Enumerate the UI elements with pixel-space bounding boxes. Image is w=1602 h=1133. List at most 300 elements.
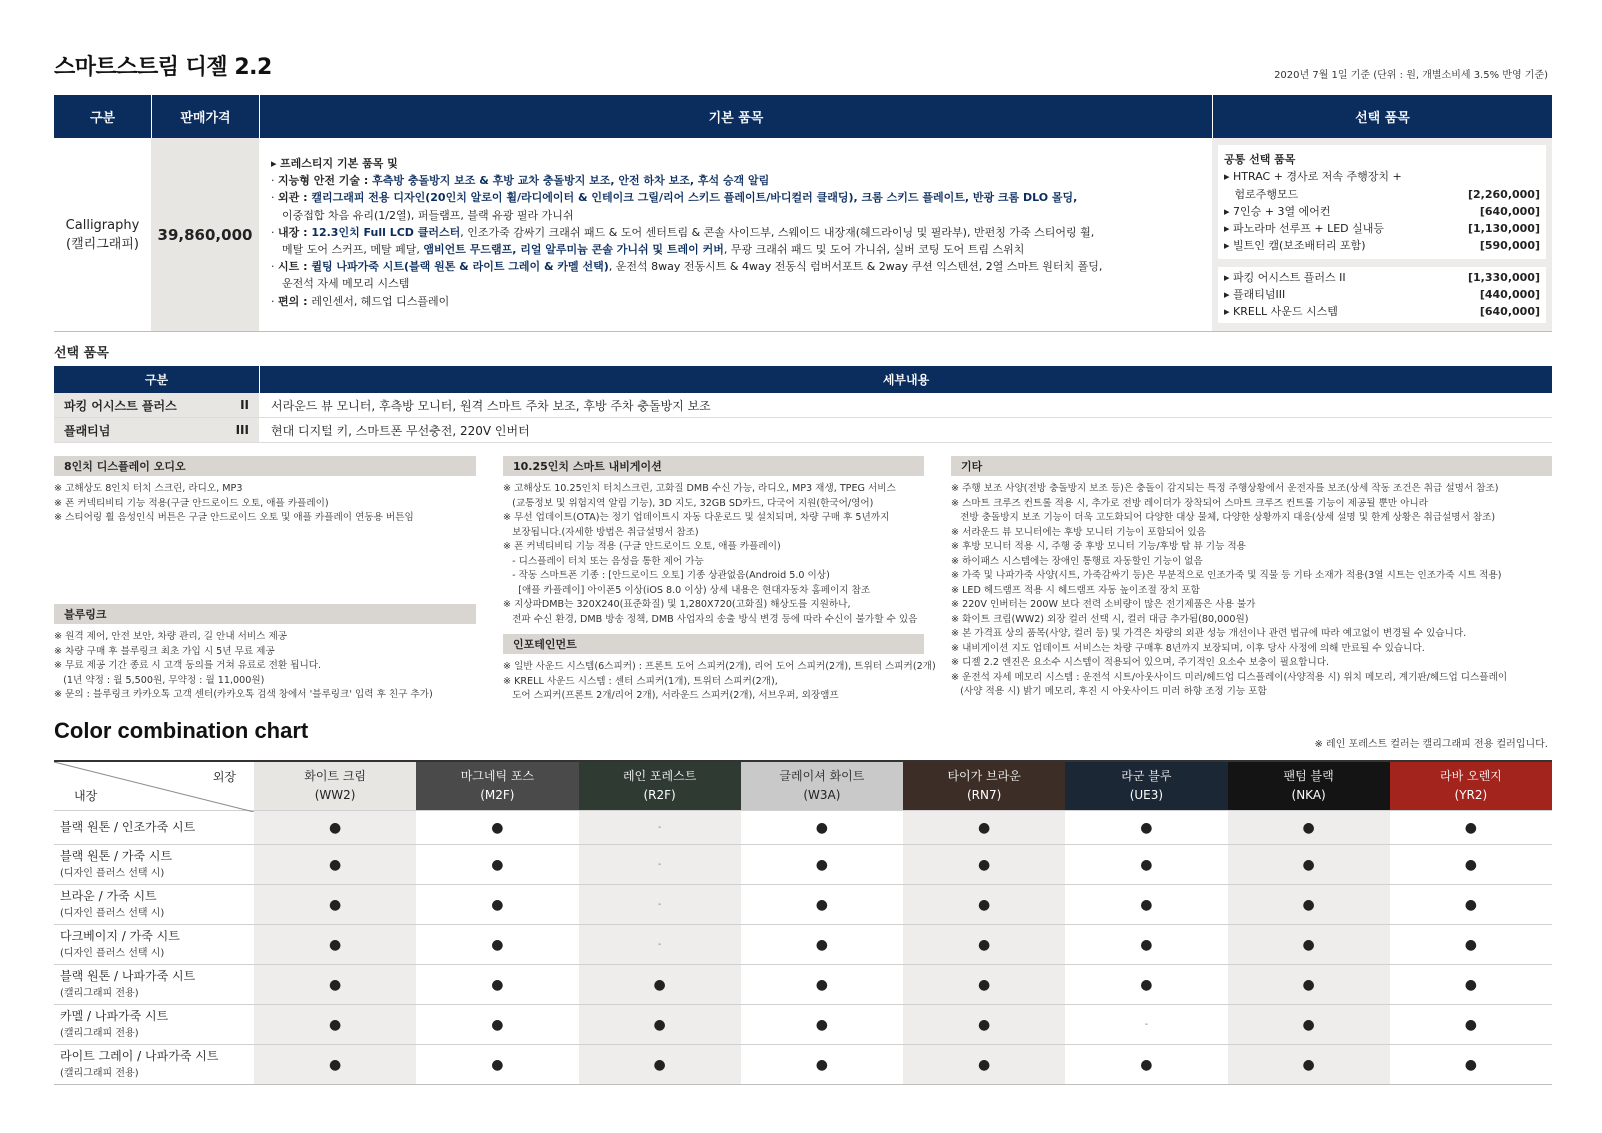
exterior-color-code: (M2F) <box>480 788 515 802</box>
available-dot: ● <box>329 976 342 993</box>
availability-mark <box>1065 811 1227 844</box>
interior-row <box>54 884 1552 924</box>
interior-name: 브라운 / 가죽 시트 <box>60 888 157 903</box>
note-line: [애플 카플레이] 아이폰5 이상(iOS 8.0 이상) 상세 내용은 현대자동차 홈페이지 참조 <box>503 584 871 596</box>
option-line <box>1224 168 1540 185</box>
model-cell <box>54 138 151 331</box>
common-options-box <box>1218 145 1546 259</box>
basic-item-highlight: 퀼팅 나파가죽 시트(블랙 원톤 & 라이트 그레이 & 카멜 선택) <box>311 260 609 274</box>
exterior-color-code: (WW2) <box>314 788 356 802</box>
interior-sub: (캘리그래피 전용) <box>60 1027 139 1039</box>
availability-mark <box>1390 1045 1552 1084</box>
availability-mark <box>1228 811 1390 844</box>
corner-cell <box>54 762 254 810</box>
interior-label <box>54 965 254 1004</box>
bullet: · <box>271 174 278 188</box>
model-name-en: Calligraphy <box>65 217 140 233</box>
interior-name: 블랙 원톤 / 나파가죽 시트 <box>60 968 196 983</box>
exterior-color-code: (RN7) <box>966 788 1002 802</box>
interior-row <box>54 844 1552 884</box>
option-line-price: [640,000] <box>1479 204 1540 218</box>
exterior-color-header <box>1065 762 1227 810</box>
header-category: 구분 <box>54 95 151 138</box>
availability-mark <box>416 965 578 1004</box>
note-line: 도어 스피커(프론트 2개/리어 2개), 서라운드 스피커(2개), 서브우퍼, 외장앰프 <box>503 690 839 701</box>
basic-item-label: 지능형 안전 기술 : <box>278 174 373 188</box>
interior-sub: (디자인 플러스 선택 시) <box>60 907 165 919</box>
available-dot: ● <box>1140 856 1153 873</box>
exterior-color-name: 레인 포레스트 <box>622 769 697 783</box>
unavailable-dash: - <box>657 899 662 910</box>
extra-options-box <box>1218 267 1546 323</box>
option-grade: II <box>240 398 249 412</box>
exterior-color-code: (W3A) <box>803 788 841 802</box>
available-dot: ● <box>491 1056 504 1073</box>
available-dot: ● <box>1302 1056 1315 1073</box>
availability-mark <box>1065 925 1227 964</box>
exterior-color-header <box>1390 762 1552 810</box>
note-line: ※ 후방 모니터 적용 시, 주행 중 후방 모니터 기능/후방 탑 뷰 기능 적용 <box>951 541 1246 552</box>
availability-mark <box>416 1005 578 1044</box>
header-price: 판매가격 <box>152 95 259 138</box>
availability-mark <box>1228 965 1390 1004</box>
note-line: ※ 스마트 크루즈 컨트롤 적용 시, 추가로 전방 레이더가 장착되어 스마트 크루즈 컨트롤 기능이 제공될 뿐만 아니라 <box>951 497 1428 509</box>
availability-mark <box>254 925 416 964</box>
basic-item-line <box>271 224 1200 241</box>
color-chart-note: ※ 레인 포레스트 컬러는 캘리그래피 전용 컬러입니다. <box>1314 739 1548 750</box>
note-line: ※ 폰 커넥티비티 기능 적용(구글 안드로이드 오토, 애플 카플레이) <box>54 497 329 509</box>
interior-label: 내장 <box>74 789 98 803</box>
available-dot: ● <box>329 856 342 873</box>
exterior-color-code: (R2F) <box>643 788 676 802</box>
available-dot: ● <box>815 936 828 953</box>
basis-note: 2020년 7월 1일 기준 (단위 : 원, 개별소비세 3.5% 반영 기준) <box>1274 70 1548 81</box>
available-dot: ● <box>1464 1016 1477 1033</box>
color-combination-table <box>54 760 1552 1085</box>
note-line: ※ 주행 보조 사양(전방 충돌방지 보조 등)은 충돌이 감지되는 특정 주행상황에서 운전자를 보조(상세 작동 조건은 취급 설명서 참조) <box>951 483 1499 494</box>
exterior-color-name: 라군 블루 <box>1121 769 1172 783</box>
availability-mark <box>1065 885 1227 924</box>
availability-mark <box>903 1045 1065 1084</box>
available-dot: ● <box>491 856 504 873</box>
basic-item-line <box>271 293 1200 310</box>
interior-label <box>54 1005 254 1044</box>
available-dot: ● <box>1464 819 1477 836</box>
availability-mark <box>741 811 903 844</box>
note-line: ※ 원격 제어, 안전 보안, 차량 관리, 길 안내 서비스 제공 <box>54 631 288 642</box>
availability-mark <box>1228 1045 1390 1084</box>
available-dot: ● <box>329 896 342 913</box>
availability-mark <box>1228 1005 1390 1044</box>
option-name: 플래티넘 <box>64 423 111 438</box>
note-line: ※ 하이패스 시스템에는 장애인 통행료 자동할인 기능이 없음 <box>951 555 1203 567</box>
basic-item-label: 내장 : <box>278 225 312 239</box>
page-title: 스마트스트림 디젤 2.2 <box>54 55 272 80</box>
availability-mark <box>579 1045 741 1084</box>
availability-mark <box>254 1045 416 1084</box>
option-row <box>54 418 1552 442</box>
basic-item-label: 편의 : <box>278 294 312 308</box>
option-line <box>1224 237 1540 254</box>
exterior-color-header <box>416 762 578 810</box>
availability-mark <box>741 885 903 924</box>
option-name: 파킹 어시스트 플러스 <box>64 398 177 413</box>
note-line: ※ 일반 사운드 시스템(6스피커) : 프론트 도어 스피커(2개), 리어 도어 스피커(2개), 트위터 스피커(2개) <box>503 661 936 672</box>
divider <box>54 442 1552 443</box>
basic-item-line <box>271 258 1200 275</box>
note-line: ※ 무료 제공 기간 종료 시 고객 동의를 거쳐 유료로 전환 됩니다. <box>54 660 322 671</box>
basic-item-label: 외관 : <box>278 191 312 205</box>
available-dot: ● <box>329 1056 342 1073</box>
available-dot: ● <box>815 976 828 993</box>
bullet: · <box>271 260 278 274</box>
bluelink-title: 블루링크 <box>54 604 476 624</box>
availability-mark <box>1065 965 1227 1004</box>
available-dot: ● <box>1302 1016 1315 1033</box>
note-line: ※ KRELL 사운드 시스템 : 센터 스피커(1개), 트위터 스피커(2개), <box>503 675 778 687</box>
availability-mark <box>416 811 578 844</box>
audio8-title: 8인치 디스플레이 오디오 <box>54 456 476 476</box>
availability-mark <box>741 925 903 964</box>
availability-mark <box>903 845 1065 884</box>
available-dot: ● <box>1140 819 1153 836</box>
note-line: ※ 고해상도 8인치 터치 스크린, 라디오, MP3 <box>54 483 243 494</box>
interior-label <box>54 845 254 884</box>
available-dot: ● <box>329 1016 342 1033</box>
basic-item-text: 이중접합 차음 유리(1/2열), 퍼들램프, 블랙 유광 필라 가니쉬 <box>282 208 574 222</box>
available-dot: ● <box>653 1056 666 1073</box>
option-line-name: ▸ KRELL 사운드 시스템 <box>1224 305 1338 319</box>
availability-mark <box>254 885 416 924</box>
exterior-color-code: (NKA) <box>1291 788 1326 802</box>
option-items-cell <box>1212 138 1552 331</box>
basic-items-cell <box>259 138 1212 331</box>
interior-label <box>54 925 254 964</box>
interior-name: 블랙 원톤 / 인조가죽 시트 <box>60 820 196 834</box>
option-line-price: [1,130,000] <box>1468 222 1540 236</box>
available-dot: ● <box>1302 819 1315 836</box>
interior-name: 블랙 원톤 / 가죽 시트 <box>60 848 173 863</box>
availability-mark <box>1390 1005 1552 1044</box>
header-basic-items: 기본 품목 <box>260 95 1212 138</box>
available-dot: ● <box>978 819 991 836</box>
availability-mark <box>1390 965 1552 1004</box>
exterior-color-code: (YR2) <box>1454 788 1488 802</box>
bullet: · <box>271 191 278 205</box>
option-line-price: [440,000] <box>1479 288 1540 302</box>
option-row <box>54 393 1552 417</box>
interior-sub: (캘리그래피 전용) <box>60 1067 139 1079</box>
bullet: ▸ <box>271 157 281 170</box>
availability-mark <box>1228 845 1390 884</box>
exterior-color-code: (UE3) <box>1129 788 1164 802</box>
availability-mark <box>579 965 741 1004</box>
availability-mark <box>1390 811 1552 844</box>
option-line-name: ▸ 파킹 어시스트 플러스 II <box>1224 270 1346 284</box>
note-line: ※ 무선 업데이트(OTA)는 정기 업데이트시 자동 다운로드 및 설치되며, 차량 구매 후 5년까지 <box>503 512 890 523</box>
exterior-color-name: 마그네틱 포스 <box>460 769 535 783</box>
note-line: ※ 운전석 자세 메모리 시스템 : 운전석 시트/아웃사이드 미러/헤드업 디스플레이(사양적용 시) 위치 메모리, 계기판/헤드업 디스플레이 <box>951 671 1508 683</box>
availability-mark <box>416 925 578 964</box>
available-dot: ● <box>1464 936 1477 953</box>
availability-mark <box>1228 885 1390 924</box>
exterior-color-header <box>579 762 741 810</box>
unavailable-dash: - <box>657 822 662 833</box>
exterior-color-header <box>903 762 1065 810</box>
available-dot: ● <box>653 1016 666 1033</box>
basic-item-text: , 인조가죽 감싸기 크래쉬 패드 & 도어 센터트림 & 콘솔 사이드부, 스웨이드 내장재(헤드라이닝 및 필라부), 반펀칭 가죽 스티어링 휠, <box>460 225 1095 239</box>
available-dot: ● <box>815 1056 828 1073</box>
bullet: · <box>271 294 278 308</box>
interior-name: 다크베이지 / 가죽 시트 <box>60 928 180 943</box>
option-line-price: [590,000] <box>1479 239 1540 253</box>
interior-label <box>54 1045 254 1084</box>
color-table-header <box>54 760 1552 810</box>
note-line: (사양 적용 시) 밝기 메모리, 후진 시 아웃사이드 미러 하향 조정 기능 포함 <box>951 686 1267 697</box>
basic-item-text: 메탈 도어 스커프, 메탈 페달, <box>282 243 424 257</box>
available-dot: ● <box>815 856 828 873</box>
option-detail: 서라운드 뷰 모니터, 후측방 모니터, 원격 스마트 주차 보조, 후방 주차 충돌방지 보조 <box>271 398 711 413</box>
divider <box>54 331 1552 332</box>
interior-row <box>54 1044 1552 1084</box>
note-line: - 디스플레이 터치 또는 음성을 통한 제어 가능 <box>503 555 704 567</box>
option-header-detail: 세부내용 <box>260 366 1552 393</box>
note-line: ※ 가죽 및 나파가죽 사양(시트, 가죽감싸기 등)은 부분적으로 인조가죽 및 직물 등 기타 소재가 적용(3열 시트는 인조가죽 시트 적용) <box>951 570 1502 581</box>
common-options-title: 공통 선택 품목 <box>1224 153 1296 166</box>
basic-item-highlight: 후측방 충돌방지 보조 & 후방 교차 충돌방지 보조, 안전 하차 보조, 후석 승객 알림 <box>372 174 770 188</box>
interior-sub: (디자인 플러스 선택 시) <box>60 947 165 959</box>
availability-mark <box>1390 885 1552 924</box>
option-line-name: ▸ 7인승 + 3열 에어컨 <box>1224 204 1331 218</box>
note-line: ※ 서라운드 뷰 모니터에는 후방 모니터 기능이 포함되어 있음 <box>951 526 1206 538</box>
interior-name: 라이트 그레이 / 나파가죽 시트 <box>60 1048 219 1063</box>
available-dot: ● <box>1140 976 1153 993</box>
note-line: ※ 본 가격표 상의 품목(사양, 컬러 등) 및 가격은 차량의 외관 성능 개선이나 관련 법규에 따라 예고없이 변경될 수 있습니다. <box>951 628 1467 639</box>
option-line-name: ▸ 플래티넘III <box>1224 288 1286 302</box>
exterior-label: 외장 <box>212 770 236 784</box>
note-line: ※ LED 헤드램프 적용 시 헤드램프 자동 높이조절 장치 포함 <box>951 584 1200 596</box>
available-dot: ● <box>1302 856 1315 873</box>
option-line-name: ▸ 파노라마 선루프 + LED 실내등 <box>1224 222 1385 236</box>
available-dot: ● <box>1464 856 1477 873</box>
availability-mark <box>416 885 578 924</box>
note-line: ※ 폰 커넥티비티 기능 적용 (구글 안드로이드 오토, 애플 카플레이) <box>503 541 781 552</box>
option-line-price: [640,000] <box>1479 305 1540 319</box>
availability-mark <box>254 845 416 884</box>
interior-row <box>54 924 1552 964</box>
option-grade: III <box>235 423 249 437</box>
interior-row <box>54 964 1552 1004</box>
available-dot: ● <box>491 936 504 953</box>
interior-sub: (캘리그래피 전용) <box>60 987 139 999</box>
basic-item-line <box>271 241 1200 258</box>
option-line <box>1224 303 1540 320</box>
availability-mark <box>903 965 1065 1004</box>
exterior-color-name: 라바 오렌지 <box>1439 769 1502 783</box>
exterior-color-header <box>1228 762 1390 810</box>
availability-mark <box>579 1005 741 1044</box>
option-line <box>1224 269 1540 286</box>
available-dot: ● <box>1140 896 1153 913</box>
available-dot: ● <box>329 819 342 836</box>
color-chart-title: Color combination chart <box>54 718 309 743</box>
unavailable-dash: - <box>657 939 662 950</box>
availability-mark <box>579 845 741 884</box>
interior-row <box>54 810 1552 844</box>
interior-label <box>54 811 254 844</box>
note-line: ※ 문의 : 블루링크 카카오톡 고객 센터(카카오톡 검색 창에서 '블루링크' 입력 후 친구 추가) <box>54 689 433 700</box>
note-line: (교통정보 및 위험지역 알림 기능), 3D 지도, 32GB SD카드, 다국어 지원(한국어/영어) <box>503 497 874 509</box>
nav10-title: 10.25인치 스마트 내비게이션 <box>503 456 924 476</box>
exterior-color-name: 타이가 브라운 <box>947 769 1021 783</box>
basic-item-text: 레인센서, 헤드업 디스플레이 <box>311 294 450 308</box>
option-line-name: 험로주행모드 <box>1224 187 1299 201</box>
basic-item-text: 운전석 자세 메모리 시스템 <box>282 277 410 291</box>
availability-mark <box>254 965 416 1004</box>
basic-item-highlight: 캘리그래피 전용 디자인(20인치 알로이 휠/라디에이터 & 인테이크 그릴/리어 스키드 플레이트/바디컬러 클래딩), 크롬 스키드 플레이트, 반광 크롬 DLO 몰딩, <box>311 191 1078 205</box>
available-dot: ● <box>978 936 991 953</box>
option-line-price: [1,330,000] <box>1468 270 1540 284</box>
availability-mark <box>579 811 741 844</box>
available-dot: ● <box>1140 1056 1153 1073</box>
availability-mark <box>903 1005 1065 1044</box>
available-dot: ● <box>1302 896 1315 913</box>
option-line <box>1224 186 1540 203</box>
available-dot: ● <box>491 896 504 913</box>
interior-sub: (디자인 플러스 선택 시) <box>60 867 165 879</box>
availability-mark <box>579 925 741 964</box>
available-dot: ● <box>491 819 504 836</box>
available-dot: ● <box>978 856 991 873</box>
availability-mark <box>1065 1005 1227 1044</box>
note-line: ※ 화이트 크림(WW2) 외장 컬러 선택 시, 컬러 대금 추가됨(80,000원) <box>951 613 1249 625</box>
availability-mark <box>1065 1045 1227 1084</box>
available-dot: ● <box>978 976 991 993</box>
note-line: ※ 디젤 2.2 엔진은 요소수 시스템이 적용되어 있으며, 주기적인 요소수 보충이 필요합니다. <box>951 657 1330 668</box>
note-line: (1년 약정 : 월 5,500원, 무약정 : 월 11,000원) <box>54 674 265 686</box>
availability-mark <box>416 1045 578 1084</box>
availability-mark <box>741 1005 903 1044</box>
basic-item-text: , 운전석 8way 전동시트 & 4way 전동식 럼버서포트 & 2way 쿠션 익스텐션, 2열 스마트 원터치 폴딩, <box>608 260 1103 274</box>
audio8-notes <box>54 482 484 526</box>
basic-item-line <box>271 189 1200 206</box>
note-line: ※ 스티어링 휠 음성인식 버튼은 구글 안드로이드 오토 및 애플 카플레이 연동용 버튼임 <box>54 512 414 523</box>
option-line-name: ▸ HTRAC + 경사로 저속 주행장치 + <box>1224 170 1402 184</box>
etc-notes <box>951 482 1552 700</box>
available-dot: ● <box>1464 1056 1477 1073</box>
note-line: 전파 수신 환경, DMB 방송 정책, DMB 사업자의 송출 방식 변경 등에 따라 수신이 불가할 수 있음 <box>503 613 918 625</box>
header-option-items: 선택 품목 <box>1213 95 1552 138</box>
available-dot: ● <box>653 976 666 993</box>
availability-mark <box>1390 845 1552 884</box>
option-line <box>1224 203 1540 220</box>
available-dot: ● <box>491 1016 504 1033</box>
option-section-title: 선택 품목 <box>54 346 109 361</box>
basic-item-label: 프레스티지 기본 품목 및 <box>280 157 398 170</box>
basic-item-highlight: 12.3인치 Full LCD 클러스터 <box>311 225 461 239</box>
interior-row <box>54 1004 1552 1044</box>
note-line: ※ 지상파DMB는 320X240(표준화질) 및 1,280X720(고화질) 해상도를 지원하나, <box>503 599 851 610</box>
note-line: ※ 내비게이션 지도 업데이트 서비스는 차량 구매후 8년까지 보장되며, 이후 당사 사정에 의해 만료될 수 있습니다. <box>951 642 1425 654</box>
availability-mark <box>1228 925 1390 964</box>
basic-item-text: , 무광 크래쉬 패드 및 도어 가니쉬, 실버 코팅 도어 트림 스위치 <box>723 243 1025 257</box>
note-line: 전방 충돌방지 보조 기능이 더욱 고도화되어 다양한 대상 물체, 다양한 상황까지 대응(상세 설명 및 한계 상황은 취급설명서 참조) <box>951 512 1496 523</box>
available-dot: ● <box>1464 896 1477 913</box>
option-line <box>1224 286 1540 303</box>
note-line: 보장됩니다.(자세한 방법은 취급설명서 참조) <box>503 526 699 538</box>
unavailable-dash: - <box>657 859 662 870</box>
unavailable-dash: - <box>1144 1019 1149 1030</box>
availability-mark <box>741 965 903 1004</box>
option-detail: 현대 디지털 키, 스마트폰 무선충전, 220V 인버터 <box>271 423 530 438</box>
option-header-category: 구분 <box>54 366 259 393</box>
divider <box>54 1084 1552 1085</box>
available-dot: ● <box>1302 936 1315 953</box>
bullet: · <box>271 225 278 239</box>
available-dot: ● <box>978 1056 991 1073</box>
available-dot: ● <box>815 819 828 836</box>
availability-mark <box>416 845 578 884</box>
available-dot: ● <box>815 1016 828 1033</box>
availability-mark <box>1390 925 1552 964</box>
available-dot: ● <box>329 936 342 953</box>
option-line <box>1224 220 1540 237</box>
availability-mark <box>741 1045 903 1084</box>
basic-item-label: 시트 : <box>278 260 312 274</box>
available-dot: ● <box>1140 936 1153 953</box>
availability-mark <box>903 925 1065 964</box>
availability-mark <box>903 811 1065 844</box>
availability-mark <box>903 885 1065 924</box>
available-dot: ● <box>978 1016 991 1033</box>
exterior-color-name: 팬텀 블랙 <box>1283 769 1334 783</box>
interior-label <box>54 885 254 924</box>
availability-mark <box>579 885 741 924</box>
available-dot: ● <box>1302 976 1315 993</box>
available-dot: ● <box>1464 976 1477 993</box>
basic-item-line <box>271 275 1200 292</box>
basic-item-line <box>271 172 1200 189</box>
model-name-kr: (캘리그래피) <box>66 236 139 252</box>
basic-item-line <box>271 207 1200 224</box>
available-dot: ● <box>978 896 991 913</box>
availability-mark <box>1065 845 1227 884</box>
infotainment-title: 인포테인먼트 <box>503 634 924 654</box>
interior-name: 카멜 / 나파가죽 시트 <box>60 1008 169 1023</box>
exterior-color-name: 화이트 크림 <box>304 769 367 783</box>
basic-item-line <box>271 155 1200 172</box>
etc-title: 기타 <box>951 456 1552 476</box>
availability-mark <box>254 811 416 844</box>
available-dot: ● <box>815 896 828 913</box>
option-line-price: [2,260,000] <box>1468 187 1540 201</box>
option-line-name: ▸ 빌트인 캠(보조배터리 포함) <box>1224 239 1366 253</box>
note-line: ※ 고해상도 10.25인치 터치스크린, 고화질 DMB 수신 가능, 라디오, MP3 재생, TPEG 서비스 <box>503 483 896 494</box>
availability-mark <box>741 845 903 884</box>
note-line: ※ 220V 인버터는 200W 보다 전력 소비량이 많은 전기제품은 사용 불가 <box>951 599 1256 610</box>
exterior-color-name: 글레이셔 화이트 <box>779 769 865 783</box>
note-line: - 작동 스마트폰 기종 : [안드로이드 오토] 기종 상관없음(Android 5.0 이상) <box>503 570 830 581</box>
availability-mark <box>254 1005 416 1044</box>
basic-item-highlight: 앰비언트 무드램프, 리얼 알루미늄 콘솔 가니쉬 및 트레이 커버 <box>423 243 724 257</box>
available-dot: ● <box>491 976 504 993</box>
price-cell: 39,860,000 <box>151 138 259 331</box>
note-line: ※ 차량 구매 후 블루링크 최초 가입 시 5년 무료 제공 <box>54 645 275 657</box>
exterior-color-header <box>254 762 416 810</box>
bluelink-notes <box>54 630 494 703</box>
nav10-notes <box>503 482 933 627</box>
exterior-color-header <box>741 762 903 810</box>
